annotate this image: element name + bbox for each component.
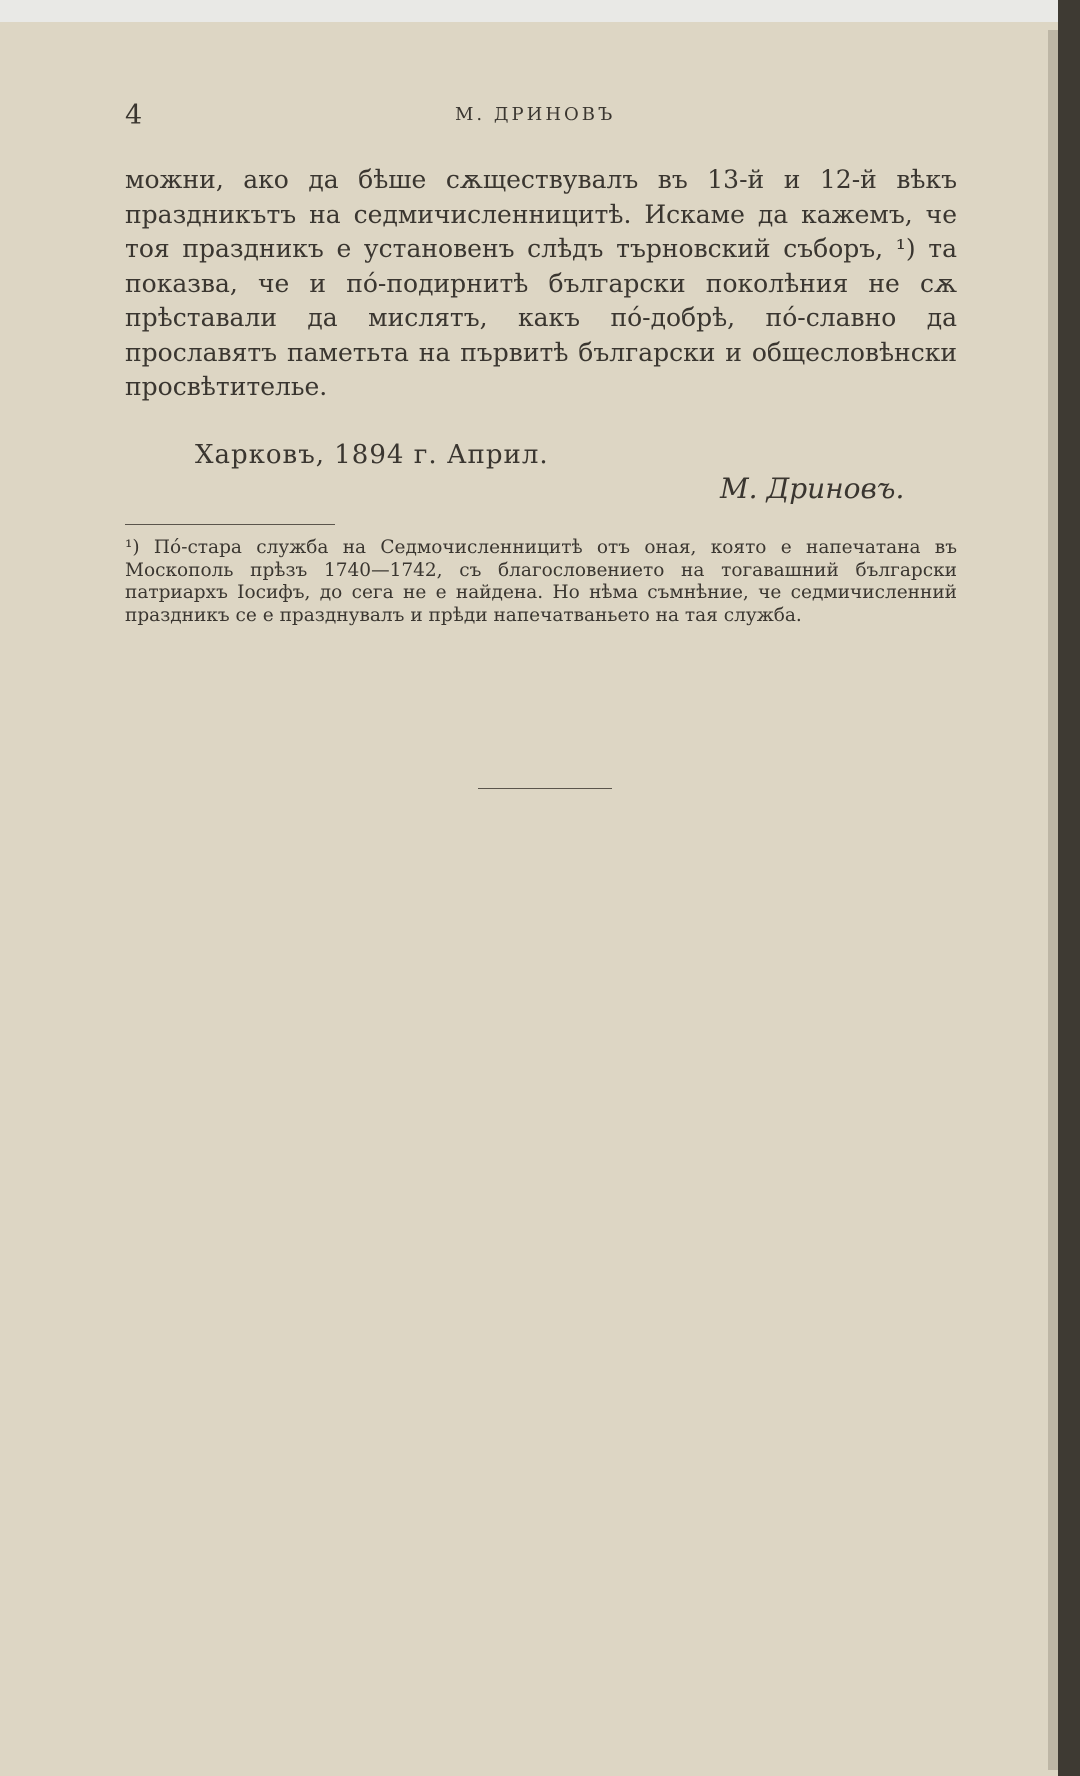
page-edge-shadow	[1048, 30, 1058, 1770]
footnote-separator	[125, 524, 335, 525]
body-paragraph: можни, ако да бѣше сѫществувалъ въ 13-й и 12-й вѣкъ праздникътъ на седмичисленницитѣ. Искаме да кажемъ, че тоя праздникъ е установенъ слѣдъ търновский съборъ, ¹) та показва, че и пó-подирнитѣ български поколѣния не сѫ прѣставали да мислятъ, какъ пó-добрѣ, пó-славно да прославятъ паметьта на първитѣ български и общесловѣнски просвѣтителье.	[125, 165, 957, 401]
dateline: Харковъ, 1894 г. Април.	[195, 440, 549, 470]
author-signature: М. Дриновъ.	[720, 472, 905, 505]
page-number: 4	[125, 100, 143, 131]
scan-binding-edge	[1058, 0, 1080, 1776]
scan-top-margin	[0, 0, 1080, 22]
end-of-section-rule	[478, 788, 612, 789]
body-text	[125, 163, 957, 405]
footnote: ¹) Пó-стара служба на Седмочисленницитѣ отъ оная, която е напечатана въ Москополь прѣзъ 1740—1742, съ благословението на тогавашний български патриархъ Іосифъ, до сега не е найдена. Но нѣма съмнѣние, че седмичисленний праздникъ се е празднувалъ и прѣди напечатваньето на тая служба.	[125, 537, 957, 626]
running-head: М. ДРИНОВЪ	[455, 104, 616, 125]
page-header	[125, 100, 955, 140]
